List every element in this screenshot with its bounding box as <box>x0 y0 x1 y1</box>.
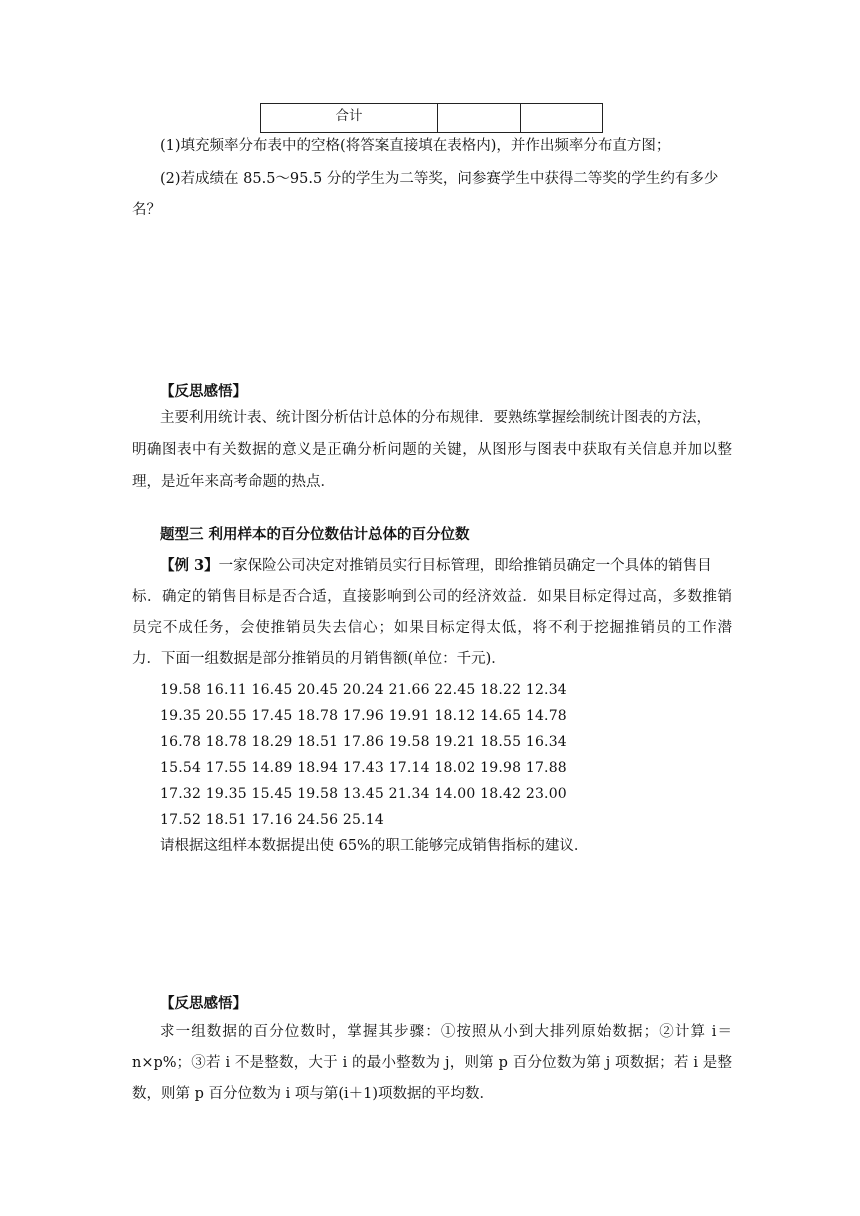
table-row <box>261 104 603 133</box>
data-row: 15.54 17.55 14.89 18.94 17.43 17.14 18.02 19.98 17.88 <box>160 760 567 776</box>
example-question: 请根据这组样本数据提出使 65%的职工能够完成销售指标的建议． <box>160 838 589 854</box>
table-cell-empty <box>521 104 603 133</box>
example-line: 员完不成任务，会使推销员失去信心；如果目标定得太低，将不利于挖掘推销员的工作潜 <box>132 620 732 636</box>
reflection-line: n×p%；③若 i 不是整数，大于 i 的最小整数为 j，则第 p 百分位数为第 j 项数据；若 i 是整 <box>132 1055 732 1071</box>
reflection-line: 主要利用统计表、统计图分析估计总体的分布规律．要熟练掌握绘制统计图表的方法， <box>160 410 711 426</box>
data-row: 16.78 18.78 18.29 18.51 17.86 19.58 19.21 18.55 16.34 <box>160 734 567 750</box>
table-cell-total-label: 合计 <box>261 104 438 133</box>
data-row: 17.32 19.35 15.45 19.58 13.45 21.34 14.00 18.42 23.00 <box>160 786 567 802</box>
reflection-line: 数，则第 p 百分位数为 i 项与第(i＋1)项数据的平均数． <box>132 1086 495 1102</box>
data-row: 17.52 18.51 17.16 24.56 25.14 <box>160 812 384 828</box>
example-line: 标．确定的销售目标是否合适，直接影响到公司的经济效益．如果目标定得过高，多数推销 <box>132 589 732 605</box>
question-2-line-1: (2)若成绩在 85.5～95.5 分的学生为二等奖，问参赛学生中获得二等奖的学生约有多少 <box>160 171 719 187</box>
question-2-line-2: 名？ <box>132 202 161 218</box>
table-cell-empty <box>438 104 521 133</box>
example-text: 一家保险公司决定对推销员实行目标管理，即给推销员确定一个具体的销售目 <box>218 558 712 574</box>
example-line: 力．下面一组数据是部分推销员的月销售额(单位：千元)． <box>132 651 506 667</box>
reflection-line: 明确图表中有关数据的意义是正确分析问题的关键，从图形与图表中获取有关信息并加以整 <box>132 442 732 458</box>
data-row: 19.35 20.55 17.45 18.78 17.96 19.91 18.12 14.65 14.78 <box>160 708 567 724</box>
reflection-heading: 【反思感悟】 <box>160 995 247 1012</box>
data-row: 19.58 16.11 16.45 20.45 20.24 21.66 22.45 18.22 12.34 <box>160 682 567 698</box>
example-first-line <box>160 556 712 576</box>
reflection-line: 求一组数据的百分位数时，掌握其步骤：①按照从小到大排列原始数据；②计算 i＝ <box>160 1024 732 1040</box>
frequency-table-fragment <box>260 103 603 133</box>
reflection-line: 理，是近年来高考命题的热点． <box>132 474 335 490</box>
question-1: (1)填充频率分布表中的空格(将答案直接填在表格内)，并作出频率分布直方图； <box>160 138 671 154</box>
example-label: 【例 3】 <box>160 557 219 574</box>
section-title: 题型三 利用样本的百分位数估计总体的百分位数 <box>160 526 470 543</box>
reflection-heading: 【反思感悟】 <box>160 383 247 400</box>
